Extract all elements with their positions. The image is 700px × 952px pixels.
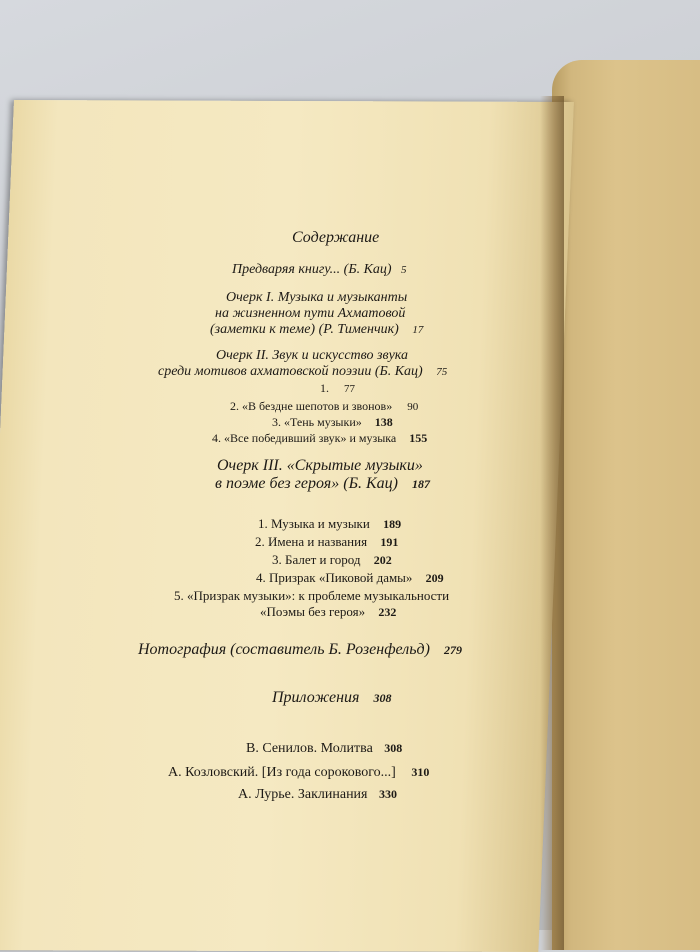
toc-entry	[138, 642, 462, 658]
toc-entry-page: 209	[425, 571, 444, 585]
toc-entry-title: Нотография (составитель Б. Розенфельд)	[138, 641, 430, 658]
toc-entry-title: 2. «В бездне шепотов и звонов»	[230, 399, 393, 413]
toc-entry	[158, 364, 447, 380]
toc-entry-title: А. Козловский. [Из года сорокового...]	[168, 765, 396, 780]
toc-entry: Очерк II. Звук и искусство звука	[216, 348, 409, 363]
toc-entry-title: 2. Имена и названия	[255, 534, 368, 549]
toc-entry: Очерк III. «Скрытые музыки»	[217, 457, 423, 474]
toc-entry-page: 77	[344, 383, 355, 395]
toc-entry-page: 202	[373, 553, 392, 567]
toc-entry	[256, 570, 444, 586]
toc-entry	[258, 516, 401, 532]
toc-entry	[272, 690, 391, 706]
toc-entry-title: в поэме без героя» (Б. Кац)	[215, 475, 398, 492]
toc-entry	[210, 322, 423, 338]
toc-entry: Очерк I. Музыка и музыканты	[226, 290, 408, 305]
toc-entry-title: Предваряя книгу... (Б. Кац)	[232, 262, 392, 277]
toc-entry-title: А. Лурье. Заклинания	[238, 787, 368, 802]
toc-entry	[272, 414, 393, 430]
toc-entry	[238, 786, 397, 803]
toc-heading: Содержание	[292, 229, 380, 246]
toc-entry	[230, 398, 418, 415]
toc-entry	[320, 380, 355, 397]
toc-entry-title: 4. «Все победивший звук» и музыка	[212, 431, 397, 445]
toc-entry-title: 3. «Тень музыки»	[272, 415, 362, 429]
toc-entry	[255, 534, 398, 550]
toc-entry	[168, 764, 429, 781]
toc-entry-page: 279	[443, 643, 462, 657]
toc-entry-page: 310	[411, 765, 430, 779]
toc-entry	[272, 552, 392, 568]
toc-entry-title: В. Сенилов. Молитва	[246, 741, 373, 756]
toc-entry-page: 187	[411, 477, 430, 491]
toc-entry-page: 155	[409, 431, 428, 445]
toc-entry-page: 17	[412, 324, 424, 336]
toc-entry-page: 138	[374, 415, 393, 429]
toc-entry	[232, 262, 407, 278]
toc-entry	[212, 430, 427, 446]
toc-entry: на жизненном пути Ахматовой	[215, 306, 406, 321]
toc-entry-title: 1. Музыка и музыки	[258, 516, 370, 531]
toc-entry-page: 330	[379, 787, 397, 801]
toc-entry-title: (заметки к теме) (Р. Тименчик)	[210, 322, 399, 337]
toc-entry-page: 90	[407, 401, 419, 413]
toc-entry: 5. «Призрак музыки»: к проблеме музыкальности	[174, 588, 450, 603]
toc-entry	[215, 476, 430, 492]
toc-entry-title: среди мотивов ахматовской поэзии (Б. Кац)	[158, 364, 423, 379]
toc-entry-page: 5	[401, 264, 407, 276]
toc-entry-page: 191	[380, 535, 399, 549]
toc-entry-title: 1.	[320, 381, 329, 395]
toc-entry-page: 189	[383, 517, 402, 531]
toc-entry	[246, 740, 402, 757]
toc-entry-title: Приложения	[272, 689, 360, 706]
toc-entry-title: 3. Балет и город	[272, 552, 361, 567]
toc-entry-title: 4. Призрак «Пиковой дамы»	[256, 570, 413, 585]
toc-entry	[260, 604, 396, 620]
toc-entry-page: 308	[373, 691, 392, 705]
toc-entry-title: «Поэмы без героя»	[260, 604, 366, 619]
toc-entry-page: 308	[384, 741, 403, 755]
toc-entry-page: 232	[378, 605, 397, 619]
toc-entry-page: 75	[436, 366, 448, 378]
